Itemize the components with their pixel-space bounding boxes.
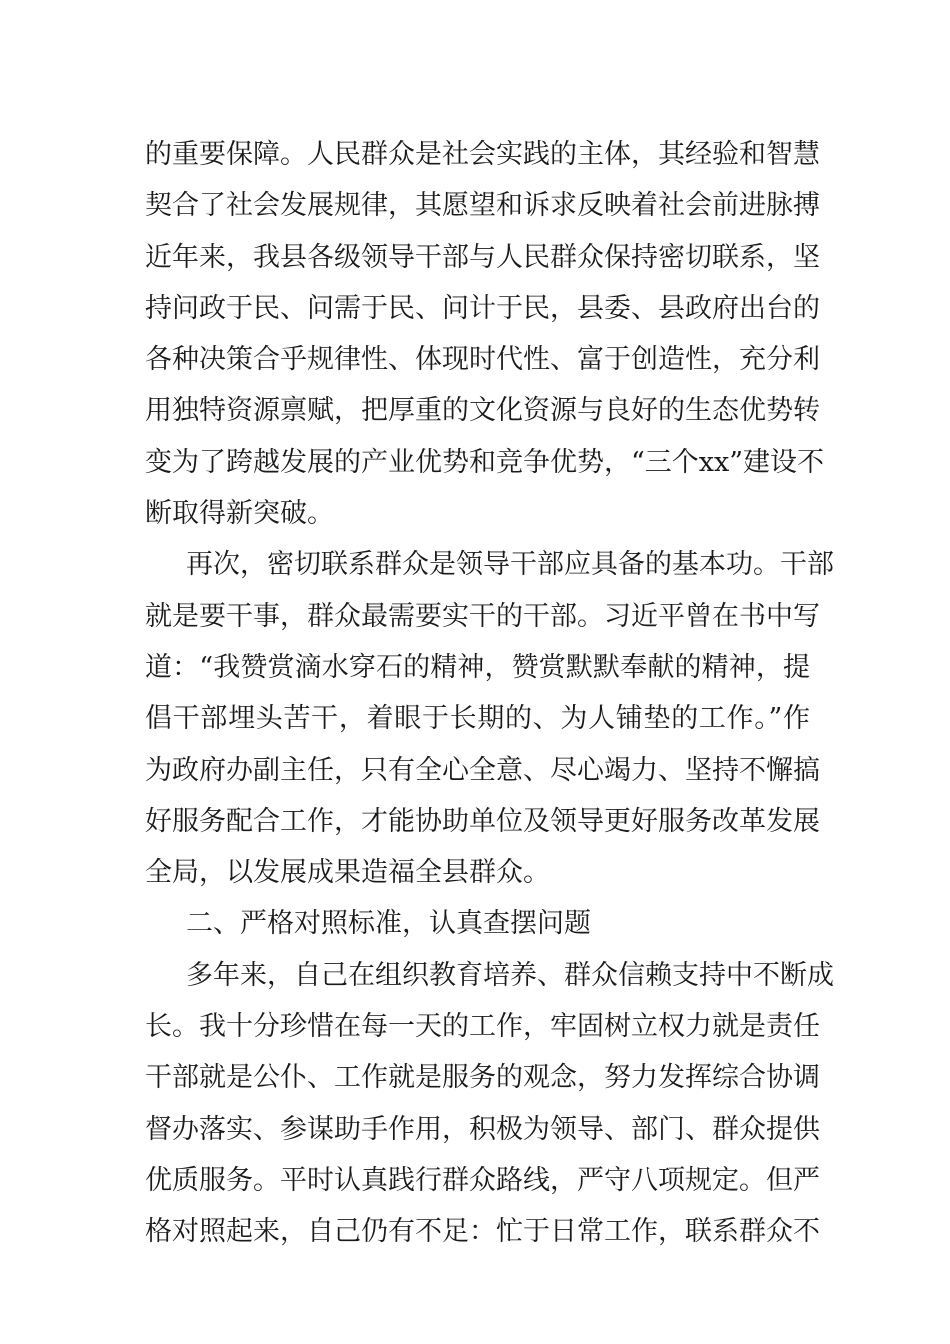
text-line: 多年来，自己在组织教育培养、群众信赖支持中不断成	[186, 959, 834, 991]
text-line: 督办落实、参谋助手作用，积极为领导、部门、群众提供	[145, 1113, 820, 1145]
text-line: 道：“我赞赏滴水穿石的精神，赞赏默默奉献的精神，提	[145, 651, 810, 683]
text-line: 长。我十分珍惜在每一天的工作，牢固树立权力就是责任	[145, 1011, 820, 1043]
text-line: 再次，密切联系群众是领导干部应具备的基本功。干部	[186, 549, 834, 581]
text-line: 契合了社会发展规律，其愿望和诉求反映着社会前进脉搏	[145, 190, 820, 222]
document-body	[145, 129, 834, 1258]
text-line: 干部就是公仆、工作就是服务的观念，努力发挥综合协调	[145, 1062, 820, 1094]
text-line: 用独特资源禀赋，把厚重的文化资源与良好的生态优势转	[145, 395, 820, 427]
text-line: 全局，以发展成果造福全县群众。	[145, 857, 550, 889]
text-line: 格对照起来，自己仍有不足：忙于日常工作，联系群众不	[145, 1216, 820, 1248]
text-line: 好服务配合工作，才能协助单位及领导更好服务改革发展	[145, 805, 820, 837]
text-line: 倡干部埋头苦干，着眼于长期的、为人铺垫的工作。”作	[145, 703, 810, 735]
text-line: 就是要干事，群众最需要实干的干部。习近平曾在书中写	[145, 600, 820, 632]
text-line: 为政府办副主任，只有全心全意、尽心竭力、坚持不懈搞	[145, 754, 820, 786]
text-line: 变为了跨越发展的产业优势和竞争优势，“三个xx”建设不	[145, 446, 825, 478]
text-line: 的重要保障。人民群众是社会实践的主体，其经验和智慧	[145, 139, 820, 170]
section-heading: 二、严格对照标准，认真查摆问题	[186, 908, 591, 940]
text-line: 优质服务。平时认真践行群众路线，严守八项规定。但严	[145, 1164, 820, 1196]
text-line: 持问政于民、问需于民、问计于民，县委、县政府出台的	[145, 292, 820, 324]
text-line: 各种决策合乎规律性、体现时代性、富于创造性，充分利	[145, 344, 820, 376]
text-line: 断取得新突破。	[145, 498, 334, 530]
text-line: 近年来，我县各级领导干部与人民群众保持密切联系，坚	[145, 241, 820, 273]
